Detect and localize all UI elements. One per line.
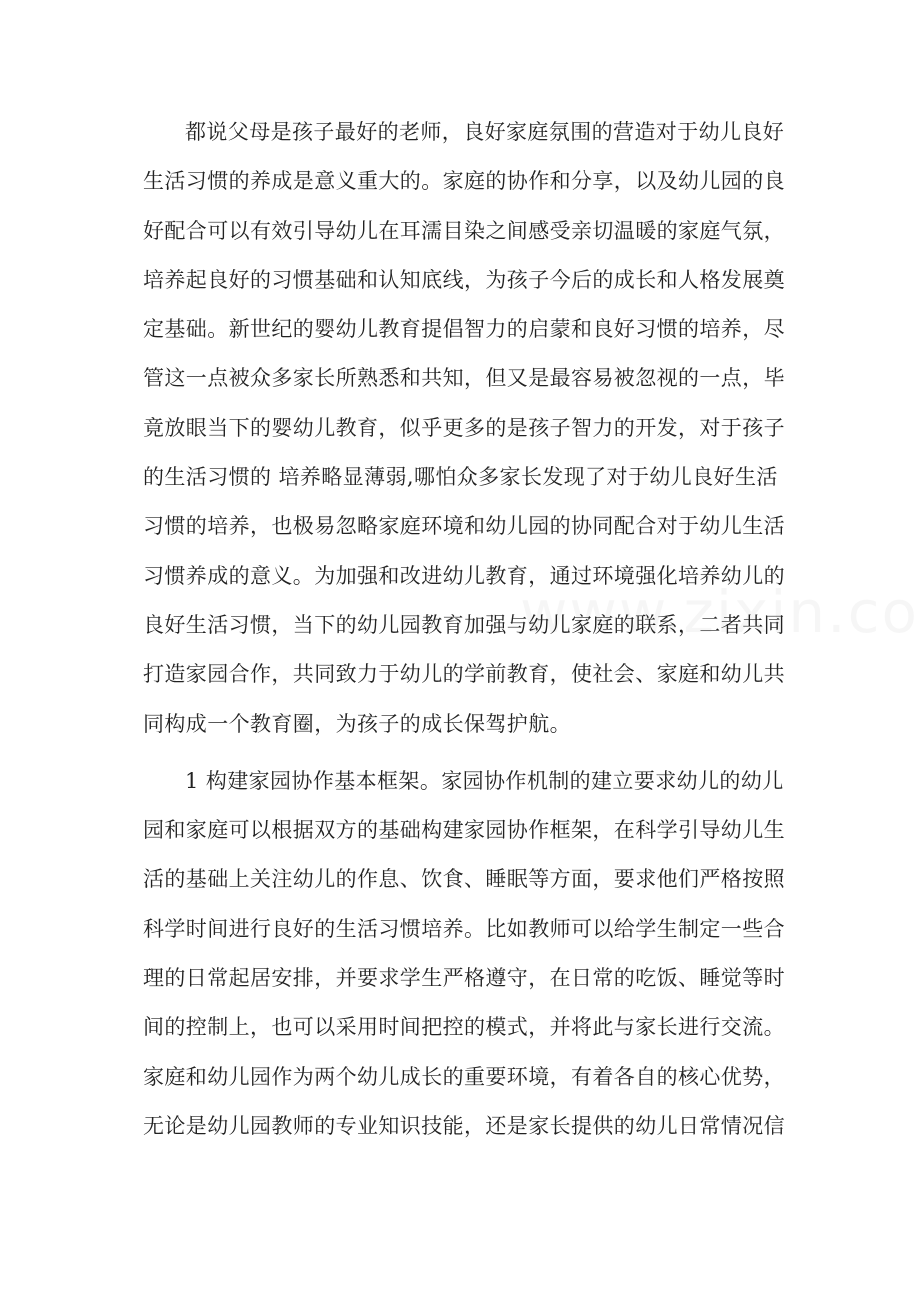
text-line: 习惯养成的意义。为加强和改进幼儿教育，通过环境强化培养幼儿的	[143, 563, 785, 588]
text-line: 家庭和幼儿园作为两个幼儿成长的重要环境，有着各自的核心优势，	[143, 1064, 785, 1089]
text-line: 活的基础上关注幼儿的作息、饮食、睡眠等方面，要求他们严格按照	[143, 867, 785, 892]
paragraph-intro	[143, 122, 783, 735]
text-line: 的生活习惯的 培养略显薄弱,哪怕众多家长发现了对于幼儿良好生活	[143, 465, 778, 490]
text-line: 管这一点被众多家长所熟悉和共知，但又是最容易被忽视的一点，毕	[143, 366, 785, 391]
text-line: 园和家庭可以根据双方的基础构建家园协作框架，在科学引导幼儿生	[143, 818, 785, 843]
text-line: 1 构建家园协作基本框架。家园协作机制的建立要求幼儿的幼儿	[185, 768, 784, 793]
text-line: 同构成一个教育圈，为孩子的成长保驾护航。	[143, 711, 571, 736]
text-line: 科学时间进行良好的生活习惯培养。比如教师可以给学生制定一些合	[143, 916, 785, 941]
paragraph-section-1	[143, 768, 785, 1138]
text-line: 习惯的培养，也极易忽略家庭环境和幼儿园的协同配合对于幼儿生活	[143, 514, 785, 539]
text-line: 竟放眼当下的婴幼儿教育，似乎更多的是孩子智力的开发，对于孩子	[143, 415, 785, 440]
document-body	[143, 122, 783, 1165]
text-line: 间的控制上，也可以采用时间把控的模式，并将此与家长进行交流。	[143, 1015, 785, 1040]
text-line: 良好生活习惯，当下的幼儿园教育加强与幼儿家庭的联系，二者共同	[143, 612, 785, 637]
text-line: 都说父母是孩子最好的老师，良好家庭氛围的营造对于幼儿良好	[185, 120, 785, 144]
text-line: 理的日常起居安排，并要求学生严格遵守，在日常的吃饭、睡觉等时	[143, 966, 785, 991]
text-line: 定基础。新世纪的婴幼儿教育提倡智力的启蒙和良好习惯的培养，尽	[143, 317, 785, 342]
text-line: 无论是幼儿园教师的专业知识技能，还是家长提供的幼儿日常情况信	[143, 1113, 785, 1138]
text-line: 培养起良好的习惯基础和认知底线，为孩子今后的成长和人格发展奠	[143, 267, 785, 292]
text-line: 生活习惯的养成是意义重大的。家庭的协作和分享，以及幼儿园的良	[143, 169, 785, 194]
text-line: 打造家园合作，共同致力于幼儿的学前教育，使社会、家庭和幼儿共	[143, 662, 785, 687]
text-line: 好配合可以有效引导幼儿在耳濡目染之间感受亲切温暖的家庭气氛，	[143, 218, 785, 243]
